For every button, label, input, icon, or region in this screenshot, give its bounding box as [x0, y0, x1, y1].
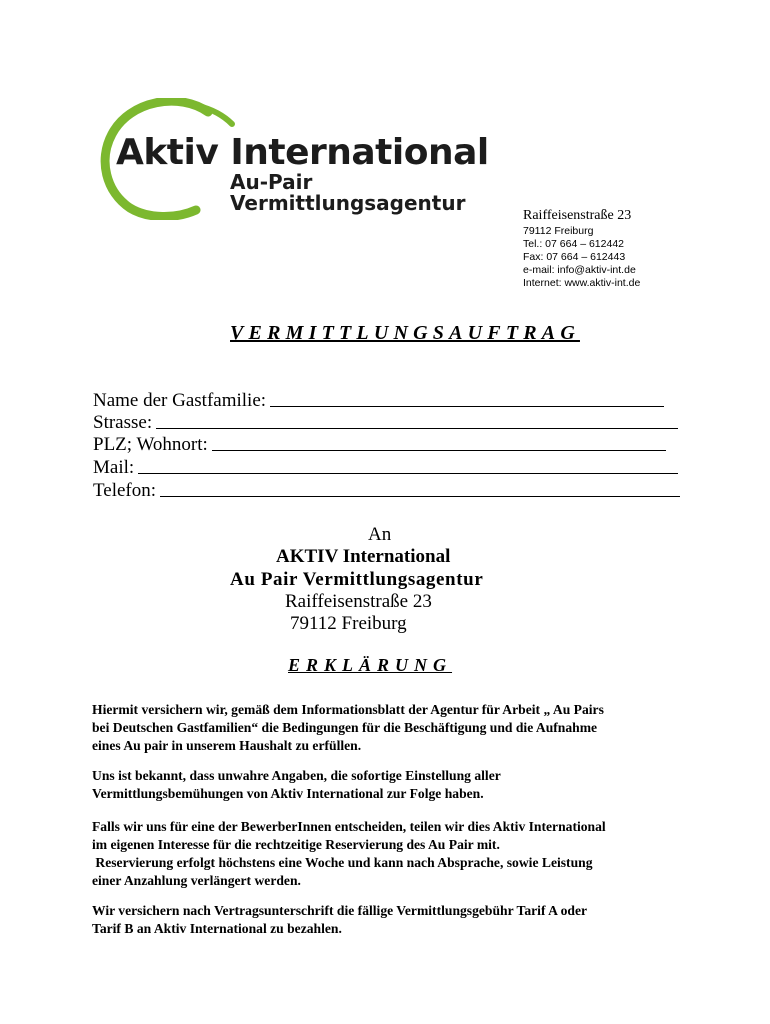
document-title: VERMITTLUNGSAUFTRAG	[230, 322, 580, 344]
contact-email: e-mail: info@aktiv-int.de	[523, 264, 636, 276]
contact-internet: Internet: www.aktiv-int.de	[523, 277, 641, 289]
recipient-an: An	[368, 524, 392, 545]
field-line-gastfamilie[interactable]	[270, 405, 664, 407]
recipient-street: Raiffeisenstraße 23	[285, 591, 432, 612]
field-label-telefon: Telefon:	[93, 480, 157, 501]
contact-block	[523, 207, 640, 290]
paragraph-line: Wir versichern nach Vertragsunterschrift die fällige Vermittlungsgebühr Tarif A oder	[92, 903, 588, 918]
paragraph-line: Vermittlungsbemühungen von Aktiv International zur Folge haben.	[92, 786, 484, 801]
contact-city: 79112 Freiburg	[523, 225, 594, 237]
contact-fax: Fax: 07 664 – 612443	[523, 251, 626, 263]
field-line-plz[interactable]	[212, 449, 666, 451]
paragraph-2	[92, 767, 692, 803]
logo-subtitle-1: Au-Pair	[230, 170, 313, 194]
paragraph-line: einer Anzahlung verlängert werden.	[92, 873, 301, 888]
company-logo	[100, 98, 510, 220]
recipient-city: 79112 Freiburg	[290, 613, 407, 634]
field-gastfamilie[interactable]	[93, 390, 664, 412]
field-strasse[interactable]	[93, 412, 678, 434]
paragraph-line: Falls wir uns für eine der BewerberInnen entscheiden, teilen wir dies Aktiv International	[92, 819, 606, 834]
field-line-telefon[interactable]	[160, 495, 680, 497]
paragraph-line: Reservierung erfolgt höchstens eine Woche und kann nach Absprache, sowie Leistung	[92, 855, 593, 870]
paragraph-line: bei Deutschen Gastfamilien“ die Bedingungen für die Beschäftigung und die Aufnahme	[92, 720, 598, 735]
field-label-gastfamilie: Name der Gastfamilie:	[93, 390, 267, 411]
recipient-agency: Au Pair Vermittlungsagentur	[230, 569, 484, 590]
field-line-mail[interactable]	[138, 472, 678, 474]
field-label-plz: PLZ; Wohnort:	[93, 434, 208, 455]
logo-name: Aktiv International	[116, 132, 489, 173]
paragraph-line: Tarif B an Aktiv International zu bezahlen.	[92, 921, 342, 936]
paragraph-line: eines Au pair in unserem Haushalt zu erfüllen.	[92, 738, 362, 753]
paragraph-line: Uns ist bekannt, dass unwahre Angaben, die sofortige Einstellung aller	[92, 768, 501, 783]
recipient-company: AKTIV International	[276, 546, 451, 567]
contact-tel: Tel.: 07 664 – 612442	[523, 238, 625, 250]
paragraph-line: Hiermit versichern wir, gemäß dem Informationsblatt der Agentur für Arbeit „ Au Pairs	[92, 702, 604, 717]
paragraph-4	[92, 902, 692, 938]
field-mail[interactable]	[93, 457, 678, 479]
paragraph-1	[92, 701, 692, 755]
field-telefon[interactable]	[93, 480, 680, 502]
field-plz[interactable]	[93, 434, 666, 456]
declaration-title: ERKLÄRUNG	[288, 655, 453, 675]
field-line-strasse[interactable]	[156, 427, 678, 429]
paragraph-line: im eigenen Interesse für die rechtzeitige Reservierung des Au Pair mit.	[92, 837, 500, 852]
logo-subtitle-2: Vermittlungsagentur	[230, 191, 466, 215]
contact-street: Raiffeisenstraße 23	[523, 208, 632, 223]
paragraph-3	[92, 818, 692, 890]
field-label-mail: Mail:	[93, 457, 135, 478]
field-label-strasse: Strasse:	[93, 412, 153, 433]
